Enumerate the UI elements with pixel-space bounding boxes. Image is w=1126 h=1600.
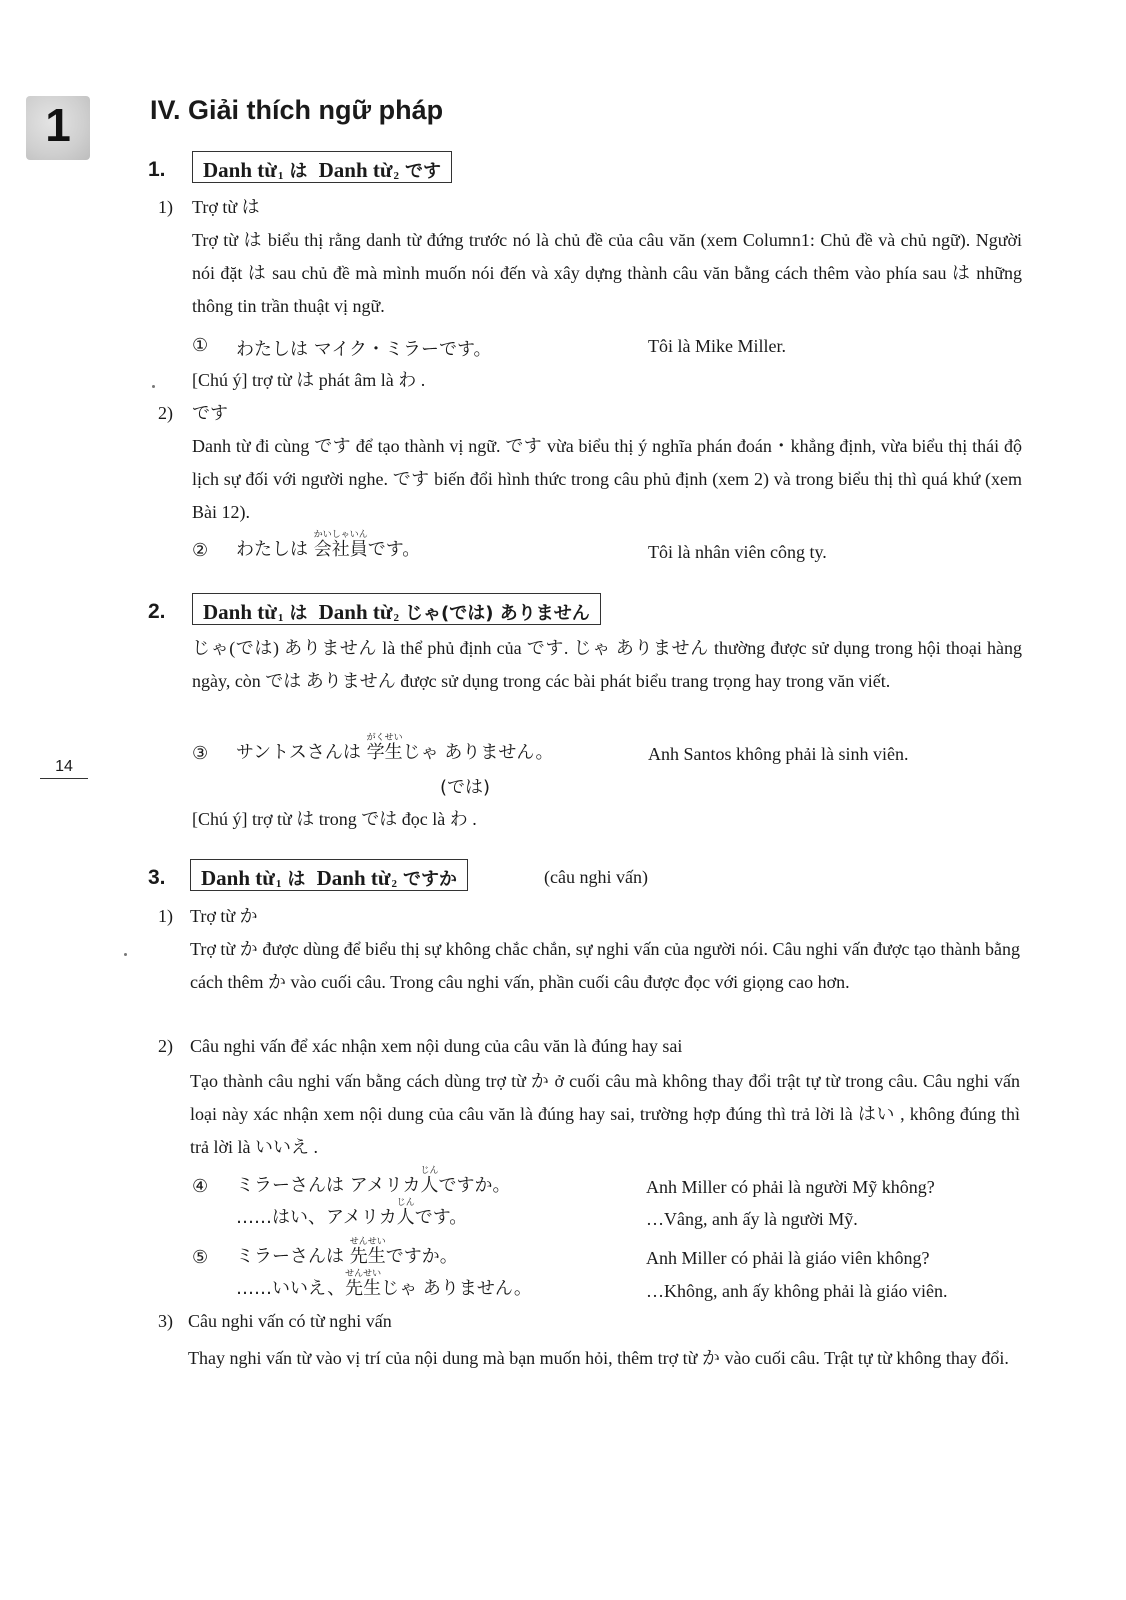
page-number: 14 [40, 758, 88, 779]
section3-pattern-note: (câu nghi vấn) [544, 867, 648, 887]
example-5-answer-jp: ……いいえ、先生せんせいじゃ ありません。 [236, 1269, 532, 1299]
section1-number: 1. [148, 158, 166, 181]
section3-number: 3. [148, 866, 166, 889]
example-2-number: ② [192, 540, 209, 560]
example-5-question-jp: ミラーさんは 先生せんせいですか。 [236, 1237, 458, 1267]
section1-sub1-label: 1) [158, 197, 173, 217]
example-4-number: ④ [192, 1176, 209, 1196]
margin-dot [124, 953, 127, 956]
section2-number: 2. [148, 600, 166, 623]
example-1-jp: わたしは マイク・ミラーです。 [236, 339, 492, 360]
example-2-jp: わたしは 会社員かいしゃいんです。 [236, 530, 421, 560]
lesson-badge [26, 96, 90, 160]
example-4-answer-jp: ……はい、アメリカ人じんです。 [236, 1198, 468, 1228]
example-4-question-vi: Anh Miller có phải là người Mỹ không? [646, 1177, 935, 1197]
example-5-answer-vi: …Không, anh ấy không phải là giáo viên. [646, 1281, 948, 1301]
example-1-vi: Tôi là Mike Miller. [648, 336, 786, 356]
section1-sub1-title: Trợ từ は [192, 197, 260, 217]
section3-sub3-para: Thay nghi vấn từ vào vị trí của nội dung mà bạn muốn hỏi, thêm trợ từ か vào cuối câu. Trật tự từ không thay đổi. [188, 1348, 1009, 1368]
example-5-number: ⑤ [192, 1247, 209, 1267]
section3-sub3-label: 3) [158, 1311, 173, 1331]
section2-pattern-box: Danh từ1 は Danh từ2 じゃ(では) ありません [192, 593, 601, 625]
margin-dot [152, 385, 155, 388]
section1-sub2-title: です [192, 403, 228, 424]
section2-note: [Chú ý] trợ từ は trong では đọc là わ . [192, 809, 477, 829]
section3-sub1-para: Trợ từ か được dùng để biểu thị sự không chắc chắn, sự nghi vấn của người nói. Câu nghi vấn được tạo thành bằng cách thêm か vào cuối câu. Trong câu nghi vấn, phần cuối câu được đọc với giọng cao hơn. [190, 939, 1020, 992]
example-5-question-vi: Anh Miller có phải là giáo viên không? [646, 1248, 930, 1268]
example-3-alt: (では) [440, 777, 491, 798]
section3-sub1-label: 1) [158, 906, 173, 926]
example-3-jp: サントスさんは 学生がくせいじゃ ありません。 [236, 733, 554, 763]
example-4-answer-vi: …Vâng, anh ấy là người Mỹ. [646, 1209, 858, 1229]
section1-pattern-box: Danh từ1 は Danh từ2 です [192, 151, 452, 183]
chapter-title: IV. Giải thích ngữ pháp [150, 95, 444, 125]
example-3-number: ③ [192, 743, 209, 763]
section3-pattern-box: Danh từ1 は Danh từ2 ですか [190, 859, 468, 891]
section3-sub2-para: Tạo thành câu nghi vấn bằng cách dùng trợ từ か ở cuối câu mà không thay đổi trật tự từ trong câu. Câu nghi vấn loại này xác nhận xem nội dung của câu văn là đúng hay sai, trường hợp đúng thì trả lời là はい , không đúng thì trả lời là いいえ . [190, 1071, 1020, 1157]
section1-sub2-label: 2) [158, 403, 173, 423]
section3-sub2-label: 2) [158, 1036, 173, 1056]
section3-sub3-title: Câu nghi vấn có từ nghi vấn [188, 1311, 392, 1331]
example-2-vi: Tôi là nhân viên công ty. [648, 542, 827, 562]
example-3-vi: Anh Santos không phải là sinh viên. [648, 744, 909, 764]
lesson-number: 1 [45, 99, 71, 151]
section1-note: [Chú ý] trợ từ は phát âm là わ . [192, 370, 426, 390]
section1-sub1-para: Trợ từ は biểu thị rằng danh từ đứng trước nó là chủ đề của câu văn (xem Column1: Chủ đề và chủ ngữ). Người nói đặt は sau chủ đề mà mình muốn nói đến và xây dựng thành câu văn bằng cách thêm vào phía sau は những thông tin trần thuật vị ngữ. [192, 230, 1022, 316]
section2-para: じゃ(では) ありません là thể phủ định của です. じゃ ありません thường được sử dụng trong hội thoại hàng ngày, còn では ありません được sử dụng trong các bài phát biểu trang trọng hay trong văn viết. [192, 638, 1022, 691]
section1-sub2-para: Danh từ đi cùng です để tạo thành vị ngữ. です vừa biểu thị ý nghĩa phán đoán・khẳng định, vừa biểu thị thái độ lịch sự đối với người nghe. です biến đổi hình thức trong câu phủ định (xem 2) và trong biểu thị thì quá khứ (xem Bài 12). [192, 436, 1022, 522]
section3-sub1-title: Trợ từ か [190, 906, 258, 926]
section3-sub2-title: Câu nghi vấn để xác nhận xem nội dung của câu văn là đúng hay sai [190, 1036, 683, 1056]
example-1-number: ① [192, 335, 209, 355]
example-4-question-jp: ミラーさんは アメリカ人じんですか。 [236, 1166, 511, 1196]
